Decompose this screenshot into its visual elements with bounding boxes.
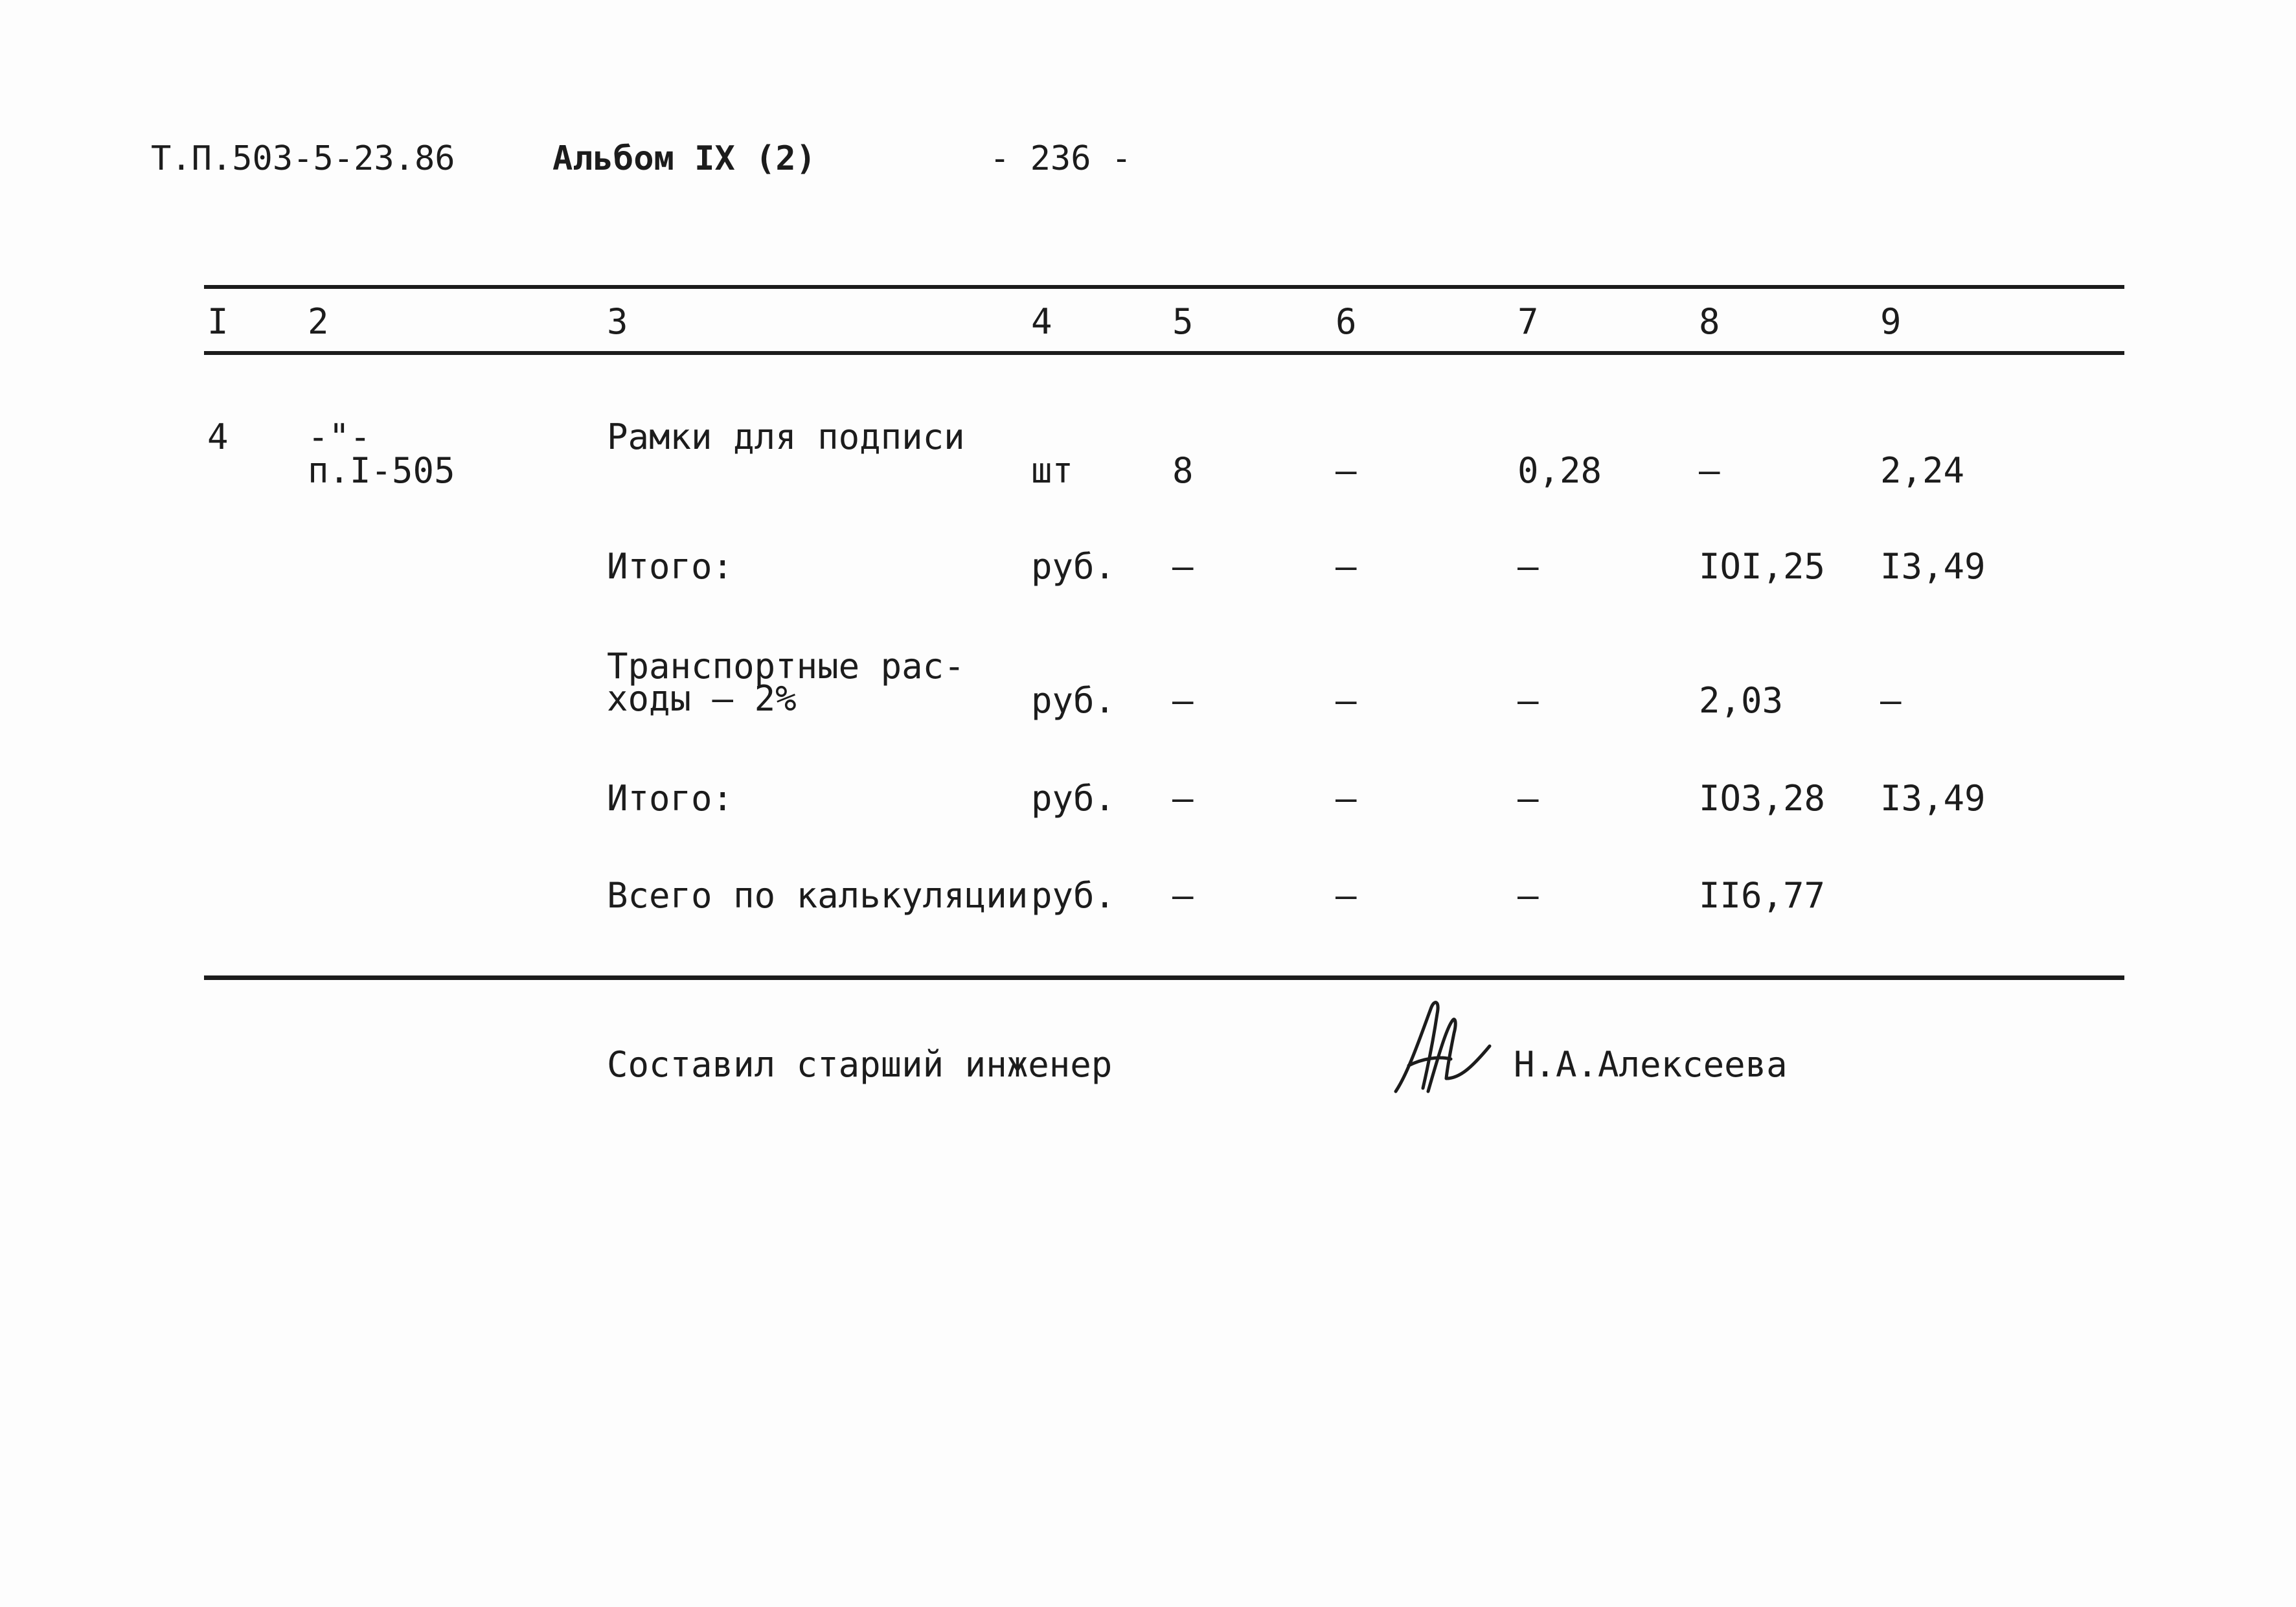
value-cell: –: [1172, 778, 1194, 819]
item-name-continued: ходы – 2%: [607, 678, 797, 719]
value-cell: IO3,28: [1699, 778, 1826, 819]
item-name: Итого:: [607, 778, 734, 819]
value-cell: –: [1336, 680, 1357, 721]
reference-cell: п.I-505: [308, 450, 455, 491]
handwritten-signature-icon: [1383, 994, 1499, 1098]
item-name: Рамки для подписи: [607, 416, 965, 457]
price-cell: 0,28: [1517, 450, 1602, 491]
grand-total-cell: II6,77: [1699, 875, 1826, 916]
unit-cell: руб.: [1031, 680, 1116, 721]
page-number: - 236 -: [990, 139, 1132, 178]
total-cell: 2,24: [1880, 450, 1965, 491]
unit-cell: руб.: [1031, 546, 1116, 587]
value-cell: –: [1172, 546, 1194, 587]
album-label: Альбом IX (2): [552, 139, 816, 178]
compiled-by-label: Составил старший инженер: [607, 1044, 1113, 1085]
ditto-mark: -"-: [308, 416, 371, 457]
value-cell: IOI,25: [1699, 546, 1826, 587]
value-cell: –: [1172, 875, 1194, 916]
value-cell: –: [1336, 546, 1357, 587]
value-cell: –: [1336, 875, 1357, 916]
value-cell: –: [1336, 778, 1357, 819]
column-number: I: [207, 301, 229, 342]
value-cell: –: [1699, 450, 1720, 491]
unit-cell: руб.: [1031, 875, 1116, 916]
item-name: Транспортные рас-: [607, 646, 965, 687]
column-number: 9: [1880, 301, 1902, 342]
column-number: 3: [607, 301, 628, 342]
column-number: 7: [1517, 301, 1539, 342]
value-cell: –: [1517, 875, 1539, 916]
column-number: 4: [1031, 301, 1052, 342]
table-bottom-rule: [204, 975, 2124, 980]
value-cell: –: [1517, 778, 1539, 819]
table-header-rule: [204, 351, 2124, 355]
column-number: 6: [1336, 301, 1357, 342]
column-number: 8: [1699, 301, 1720, 342]
value-cell: –: [1336, 450, 1357, 491]
table-top-rule: [204, 285, 2124, 289]
quantity-cell: 8: [1172, 450, 1194, 491]
value-cell: 2,03: [1699, 680, 1784, 721]
unit-cell: шт: [1031, 450, 1074, 491]
total-cell: I3,49: [1880, 546, 1986, 587]
value-cell: –: [1517, 546, 1539, 587]
unit-cell: руб.: [1031, 778, 1116, 819]
item-name: Итого:: [607, 546, 734, 587]
document-code: Т.П.503-5-23.86: [151, 139, 455, 178]
engineer-name: Н.А.Алексеева: [1514, 1044, 1788, 1085]
item-name: Всего по калькуляции: [607, 875, 1029, 916]
total-cell: –: [1880, 680, 1902, 721]
row-number: 4: [207, 416, 229, 457]
value-cell: –: [1172, 680, 1194, 721]
value-cell: –: [1517, 680, 1539, 721]
column-number: 5: [1172, 301, 1194, 342]
column-number: 2: [308, 301, 329, 342]
total-cell: I3,49: [1880, 778, 1986, 819]
